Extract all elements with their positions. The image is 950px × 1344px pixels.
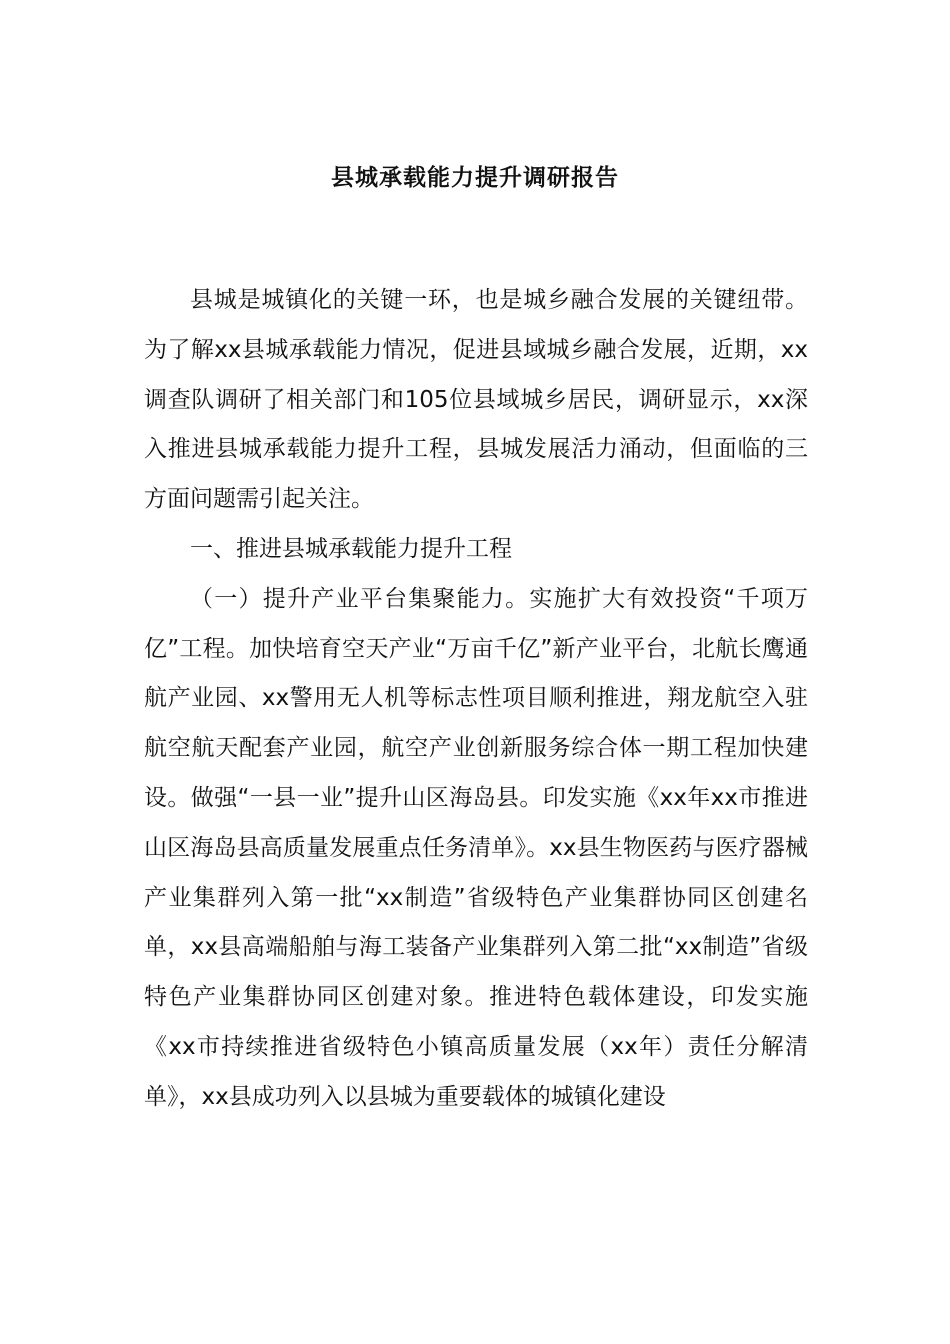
paragraph-intro: 县城是城镇化的关键一环，也是城乡融合发展的关键纽带。为了解xx县城承载能力情况，促进县域城乡融合发展，近期，xx调查队调研了相关部门和105位县域城乡居民，调研显示，xx深入推进县城承载能力提升工程，县城发展活力涌动，但面临的三方面问题需引起关注。 [144, 287, 808, 513]
document-title: 县城承载能力提升调研报告 [331, 165, 619, 191]
document-body [144, 276, 808, 1123]
paragraph-section-1-1: （一）提升产业平台集聚能力。实施扩大有效投资“千项万亿”工程。加快培育空天产业“万亩千亿”新产业平台，北航长鹰通航产业园、xx警用无人机等标志性项目顺利推进，翔龙航空入驻航空航天配套产业园，航空产业创新服务综合体一期工程加快建设。做强“一县一业”提升山区海岛县。印发实施《xx年xx市推进山区海岛县高质量发展重点任务清单》。xx县生物医药与医疗器械产业集群列入第一批“xx制造”省级特色产业集群协同区创建名单，xx县高端船舶与海工装备产业集群列入第二批“xx制造”省级特色产业集群协同区创建对象。推进特色载体建设，印发实施《xx市持续推进省级特色小镇高质量发展（xx年）责任分解清单》，xx县成功列入以县城为重要载体的城镇化建设 [144, 585, 808, 1110]
section-heading-1: 一、推进县城承载能力提升工程 [190, 535, 512, 562]
